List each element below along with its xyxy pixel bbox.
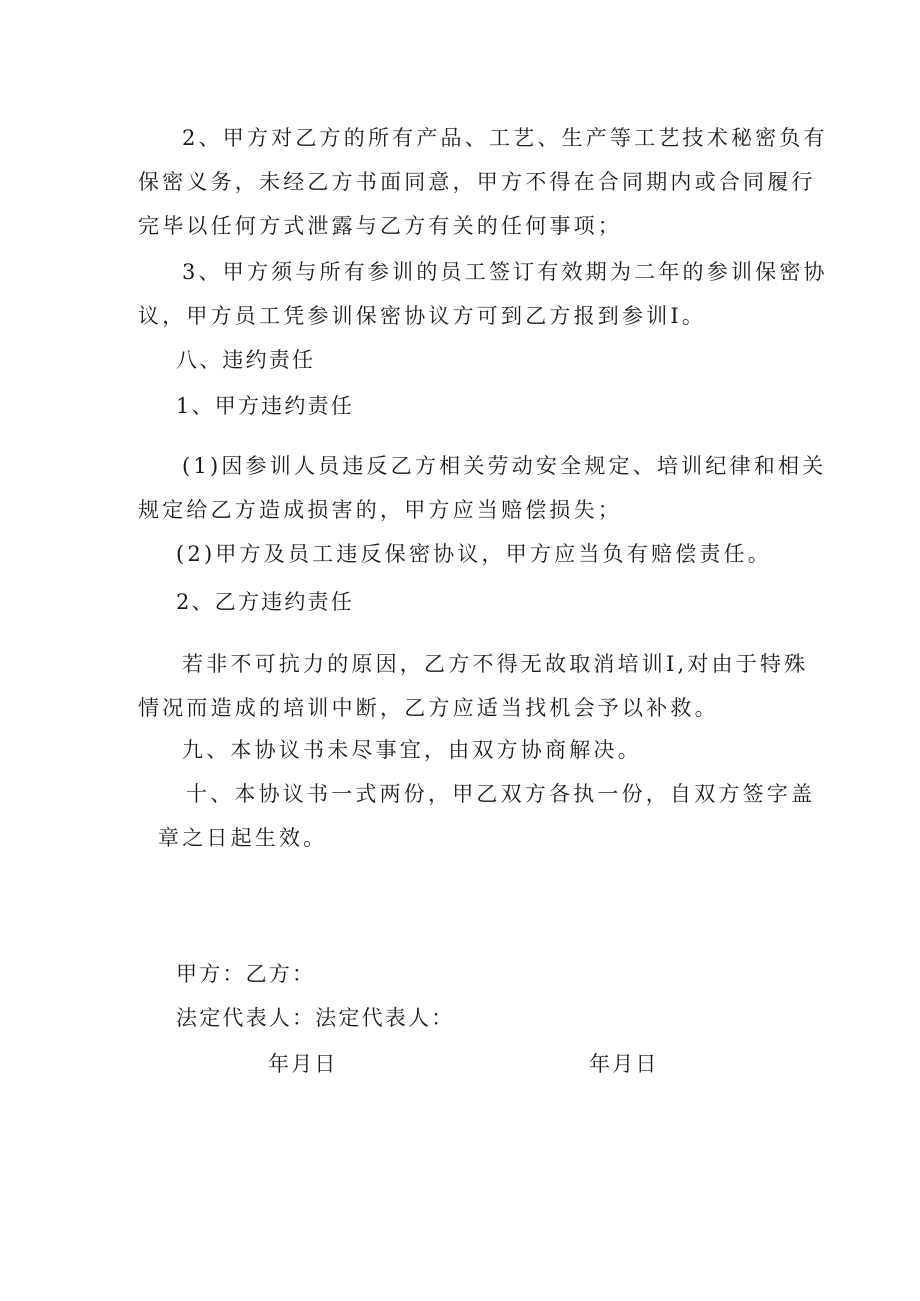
party-a-item1-line1: (1)因参训人员违反乙方相关劳动安全规定、培训纪律和相关 [182,454,827,478]
party-b-text-line1: 若非不可抗力的原因，乙方不得无故取消培训I,对由于特殊 [182,652,809,676]
section10-line2: 章之日起生效。 [158,826,328,850]
signature-date-right: 年月日 [589,1052,659,1076]
section8-title: 八、违约责任 [176,348,316,372]
clause7-item2-line1: 2、甲方对乙方的所有产品、工艺、生产等工艺技术秘密负有 [182,126,828,150]
signature-parties: 甲方：乙方： [176,962,316,986]
clause7-item2-line3: 完毕以任何方式泄露与乙方有关的任何事项； [138,214,622,238]
clause7-item3-line2: 议，甲方员工凭参训保密协议方可到乙方报到参训I。 [138,304,707,328]
section9: 九、本协议书未尽事宜，由双方协商解决。 [182,738,642,762]
signature-representatives: 法定代表人：法定代表人： [176,1006,455,1030]
section10-line1: 十、本协议书一式两份，甲乙双方各执一份，自双方签字盖 [186,782,816,806]
clause7-item2-line2: 保密义务，未经乙方书面同意，甲方不得在合同期内或合同履行 [138,170,816,194]
signature-date-left: 年月日 [268,1052,338,1076]
party-b-text-line2: 情况而造成的培训中断，乙方应适当找机会予以补救。 [138,696,719,720]
clause7-item3-line1: 3、甲方须与所有参训的员工签订有效期为二年的参训保密协 [182,260,828,284]
party-a-item2: (2)甲方及员工违反保密协议，甲方应当负有赔偿责任。 [176,542,772,566]
party-b-breach-title: 2、乙方违约责任 [176,590,354,614]
party-a-item1-line2: 规定给乙方造成损害的，甲方应当赔偿损失； [138,498,622,522]
party-a-breach-title: 1、甲方违约责任 [176,394,354,418]
